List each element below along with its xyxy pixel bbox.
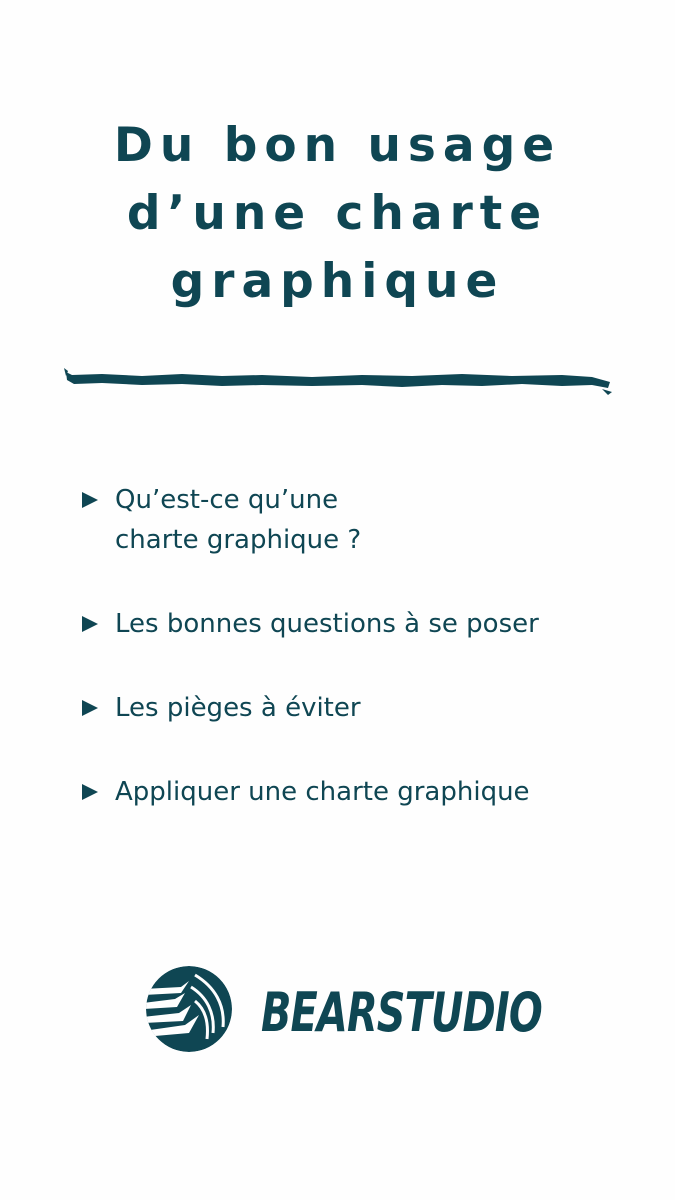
triangle-bullet-icon xyxy=(82,700,98,716)
bearstudio-logo xyxy=(145,965,545,1065)
list-item-label: Qu’est-ce qu’une charte graphique ? xyxy=(115,485,362,555)
list-item xyxy=(80,480,640,560)
brush-stroke-divider xyxy=(62,362,614,398)
list-item-label: Les bonnes questions à se poser xyxy=(115,609,539,639)
brand-wordmark: BEARSTUDIO xyxy=(261,981,542,1044)
triangle-bullet-icon xyxy=(82,784,98,800)
title-line-3: graphique xyxy=(170,254,505,309)
list-item xyxy=(80,688,640,728)
triangle-bullet-icon xyxy=(82,492,98,508)
triangle-bullet-icon xyxy=(82,616,98,632)
topics-list xyxy=(80,480,640,856)
list-item xyxy=(80,604,640,644)
list-item-label: Appliquer une charte graphique xyxy=(115,777,530,807)
list-item xyxy=(80,772,640,812)
bearstudio-emblem-icon xyxy=(145,965,233,1053)
title-line-2: d’une charte xyxy=(126,186,549,241)
page-title xyxy=(0,112,675,316)
title-line-1: Du bon usage xyxy=(113,118,562,173)
list-item-label: Les pièges à éviter xyxy=(115,693,361,723)
